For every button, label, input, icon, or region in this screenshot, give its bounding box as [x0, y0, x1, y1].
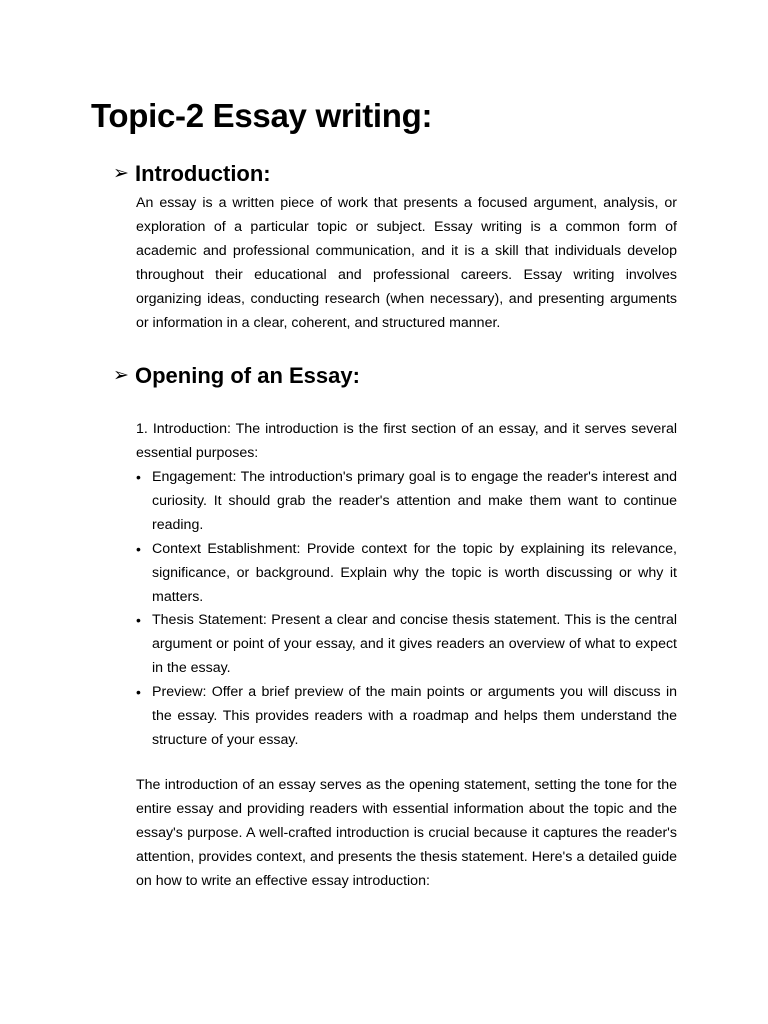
section-heading-label: Introduction:: [135, 161, 271, 186]
purpose-bullet-list: [136, 466, 677, 753]
numbered-item-introduction: 1. Introduction: The introduction is the first section of an essay, and it serves several essential purposes:: [136, 421, 677, 461]
section-heading-opening: [113, 362, 360, 390]
list-item: [136, 466, 677, 538]
bullet-text-preview: Preview: Offer a brief preview of the main points or arguments you will discuss in the essay. This provides readers with a roadmap and helps them understand the structure of your essay.: [152, 684, 677, 748]
list-item: [136, 609, 677, 681]
bullet-dot-icon: •: [136, 469, 141, 485]
bullet-text-thesis: Thesis Statement: Present a clear and concise thesis statement. This is the central argument or point of your essay, and it gives readers an overview of what to expect in the essay.: [152, 612, 677, 677]
introduction-paragraph: An essay is a written piece of work that presents a focused argument, analysis, or exploration of a particular topic or subject. Essay writing is a common form of academic and professional communication, and it is a skill that individuals develop throughout their educational and professional careers. Essay writing involves organizing ideas, conducting research (when necessary), and presenting arguments or information in a clear, coherent, and structured manner.: [136, 195, 677, 331]
arrow-bullet-icon: ➢: [113, 163, 129, 184]
bullet-text-engagement: Engagement: The introduction's primary goal is to engage the reader's interest and curiosity. It should grab the reader's attention and make them want to continue reading.: [152, 469, 677, 533]
page-title: Topic-2 Essay writing:: [91, 97, 433, 134]
section-heading-introduction: [113, 160, 271, 188]
closing-paragraph: The introduction of an essay serves as the opening statement, setting the tone for the entire essay and providing readers with essential information about the topic and the essay's purpose. A well-crafted introduction is crucial because it captures the reader's attention, provides context, and presents the thesis statement. Here's a detailed guide on how to write an effective essay introduction:: [136, 777, 677, 889]
section-heading-label: Opening of an Essay:: [135, 363, 360, 388]
bullet-dot-icon: •: [136, 540, 141, 557]
bullet-dot-icon: •: [136, 684, 141, 701]
bullet-text-context: Context Establishment: Provide context for the topic by explaining its relevance, significance, or background. Explain why the topic is worth discussing or why it matters.: [152, 540, 677, 605]
list-item: [136, 538, 677, 610]
list-item: [136, 681, 677, 753]
bullet-dot-icon: •: [136, 612, 141, 629]
arrow-bullet-icon: ➢: [113, 365, 129, 386]
